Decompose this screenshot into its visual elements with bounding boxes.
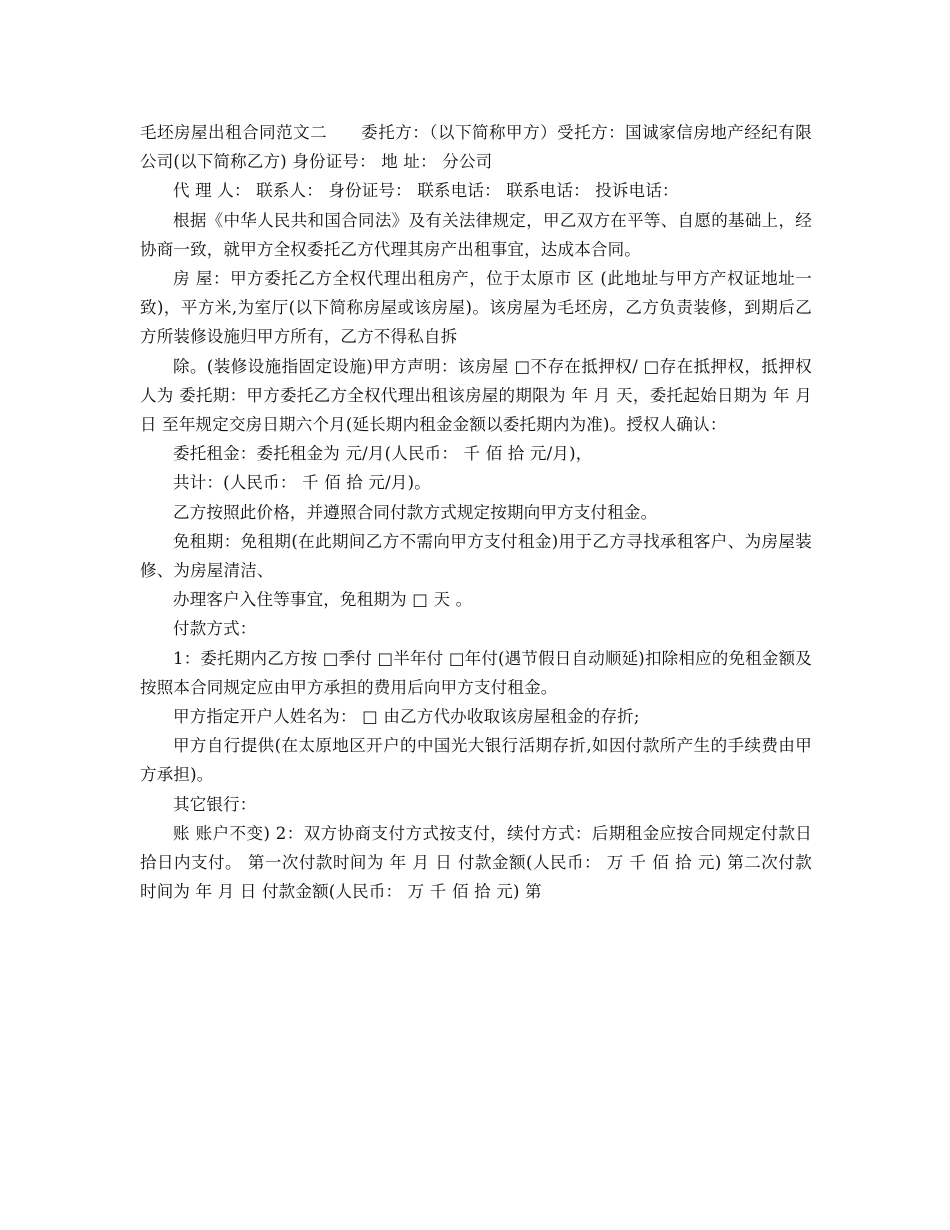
paragraph-other-bank: 其它银行： — [173, 794, 257, 814]
paragraph-payment-method-heading: 付款方式： — [173, 619, 257, 639]
contract-body — [140, 118, 818, 906]
paragraph-legal-basis: 根据《中华人民共和国合同法》及有关法律规定，甲乙双方在平等、自愿的基础上，经协商一致，就甲方全权委托乙方代理其房产出租事宜，达成本合同。 — [140, 210, 812, 259]
paragraph-contacts: 代 理 人： 联系人： 身份证号： 联系电话： 联系电话： 投诉电话： — [173, 181, 679, 201]
paragraph-property: 房 屋：甲方委托乙方全权代理出租房产，位于太原市 区 (此地址与甲方产权证地址一致)，平方米,为室厅(以下简称房屋或该房屋)。该房屋为毛坯房，乙方负责装修，到期后乙方所装修设施归甲方所有，乙方不得私自拆 — [140, 269, 812, 347]
paragraph-self-provided-bank: 甲方自行提供(在太原地区开户的中国光大银行活期存折,如因付款所产生的手续费由甲方承担)。 — [140, 736, 812, 785]
paragraph-declaration-term: 除。(装修设施指固定设施)甲方声明：该房屋 □不存在抵押权/ □存在抵押权，抵押权人为 委托期：甲方委托乙方全权代理出租该房屋的期限为 年 月 天，委托起始日期为 年 月 日 至年规定交房日期六个月(延长期内租金金额以委托期内为准)。授权人确认： — [140, 356, 818, 435]
paragraph-account-holder: 甲方指定开户人姓名为： □ 由乙方代办收取该房屋租金的存折; — [173, 707, 640, 727]
paragraph-rent-free-days: 办理客户入住等事宜，免租期为 □ 天 。 — [173, 590, 473, 610]
paragraph-rent-free-period: 免租期：免租期(在此期间乙方不需向甲方支付租金)用于乙方寻找承租客户、为房屋装修、为房屋清洁、 — [140, 531, 812, 581]
paragraph-payment-method-2: 账 账户不变) 2：双方协商支付方式按支付，续付方式：后期租金应按合同规定付款日拾日内支付。 第一次付款时间为 年 月 日 付款金额(人民币： 万 千 佰 拾 元) 第二次付款时间为 年 月 日 付款金额(人民币： 万 千 佰 拾 元) 第 — [140, 823, 812, 902]
paragraph-rent: 委托租金：委托租金为 元/月(人民币： 千 佰 拾 元/月)， — [173, 444, 593, 464]
paragraph-payment-method-1: 1：委托期内乙方按 □季付 □半年付 □年付(遇节假日自动顺延)扣除相应的免租金额及按照本合同规定应由甲方承担的费用后向甲方支付租金。 — [140, 648, 812, 697]
paragraph-total: 共计：(人民币： 千 佰 拾 元/月)。 — [173, 473, 431, 493]
paragraph-title-parties: 毛坯房屋出租合同范文二 委托方：（以下简称甲方）受托方：国诚家信房地产经纪有限公司(以下简称乙方) 身份证号： 地 址： 分公司 — [140, 123, 812, 172]
paragraph-payment-schedule: 乙方按照此价格，并遵照合同付款方式规定按期向甲方支付租金。 — [173, 502, 658, 522]
